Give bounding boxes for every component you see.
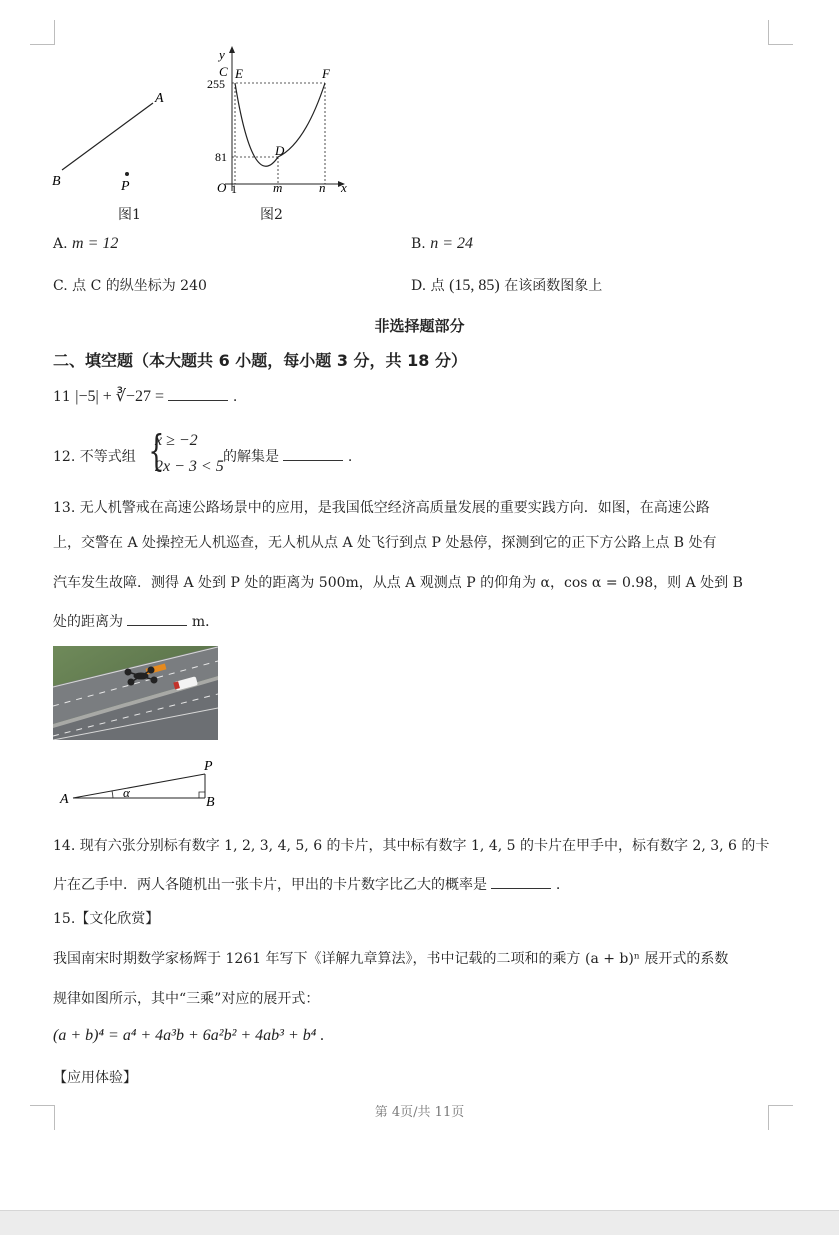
q12-answer-blank[interactable]: [283, 446, 343, 461]
q12-text-after: 的解集是: [223, 449, 279, 465]
q11-math: |−5| + ∛−27 =: [75, 388, 164, 405]
q15-subtitle: 【应用体验】: [53, 1070, 137, 1086]
q13-line-4: [53, 611, 219, 631]
fig2-tick-m: m: [273, 180, 283, 195]
option-a: [53, 235, 118, 253]
option-b-prefix: B.: [411, 236, 426, 252]
q15-line-1: 我国南宋时期数学家杨辉于 1261 年写下《详解九章算法》，书中记载的二项和的乘方 (a + b)ⁿ 展开式的系数: [53, 951, 729, 967]
segment-ab: [62, 103, 153, 170]
triangle-figure: [55, 755, 225, 815]
question-11: [53, 386, 237, 406]
fig2-value-255: 255: [207, 77, 225, 91]
fig1-label-a: A: [155, 91, 164, 106]
q15-title: 15.【文化欣赏】: [53, 911, 160, 927]
option-c: C. 点 C 的纵坐标为 240: [53, 278, 207, 294]
q12-inequality-1: x ≥ −2: [155, 432, 198, 449]
q15-line-2: 规律如图所示，其中“三乘”对应的展开式：: [53, 991, 320, 1007]
tri-label-p: P: [204, 759, 213, 774]
question-12: [53, 446, 136, 466]
tri-side-ap: [73, 774, 205, 798]
page-footer: 第 4页/共 11页: [374, 1105, 465, 1120]
figure-2: [205, 44, 360, 202]
q14-line-2-before: 片在乙手中．两人各随机出一张卡片，甲出的卡片数字比乙大的概率是: [53, 877, 487, 893]
y-axis-arrow: [229, 46, 235, 53]
fig2-point-c: C: [219, 64, 228, 79]
q11-answer-blank[interactable]: [168, 386, 228, 401]
q13-line-4-before: 处的距离为: [53, 614, 123, 630]
q12-tail: [223, 446, 352, 466]
fig2-axis-x: x: [341, 180, 347, 195]
q12-end: .: [347, 449, 353, 465]
tri-label-a: A: [60, 792, 69, 807]
figure-1-caption: 图1: [118, 207, 141, 223]
section-title: 非选择题部分: [374, 317, 465, 335]
q15-formula: (a + b)⁴ = a⁴ + 4a³b + 6a²b² + 4ab³ + b⁴ .: [53, 1027, 325, 1044]
fig2-tick-n: n: [319, 180, 326, 195]
crop-mark-top-right: [768, 20, 793, 45]
q12-number: 12.: [53, 449, 76, 465]
q13-line-4-after: m．: [191, 614, 220, 630]
q13-line-3: 汽车发生故障．测得 A 处到 P 处的距离为 500m，从点 A 观测点 P 的仰角为 α，cos α = 0.98，则 A 处到 B: [53, 575, 743, 591]
fig2-point-d: D: [275, 143, 285, 158]
q13-answer-blank[interactable]: [127, 611, 187, 626]
highway-drone-photo: [53, 646, 218, 740]
option-a-math: m = 12: [72, 235, 119, 252]
q13-line-1: 13. 无人机警戒在高速公路场景中的应用，是我国低空经济高质量发展的重要实践方向．如图，在高速公路: [53, 500, 710, 516]
parabola-curve-right: [278, 83, 325, 157]
option-d-suffix: 在该函数图象上: [504, 278, 603, 294]
option-b: [411, 235, 473, 253]
fig2-tick-1: 1: [231, 182, 237, 196]
fig2-value-81: 81: [215, 150, 227, 164]
point-p-dot: [125, 172, 129, 176]
fig1-label-b: B: [52, 174, 61, 189]
option-d-math: (15, 85): [449, 277, 500, 294]
q11-number: 11: [53, 389, 71, 405]
option-a-prefix: A.: [53, 236, 68, 252]
figure-2-caption: 图2: [260, 207, 283, 223]
option-d-prefix: D. 点: [411, 278, 445, 294]
q12-brace: {: [148, 426, 165, 475]
q12-inequality-2: 2x − 3 < 5: [155, 458, 224, 475]
fig2-axis-y: y: [219, 47, 225, 62]
q14-answer-blank[interactable]: [491, 874, 551, 889]
viewer-bottom-bar: [0, 1210, 839, 1235]
section-heading: 二、填空题（本大题共 6 小题，每小题 3 分，共 18 分）: [53, 351, 467, 370]
q14-line-1: 14. 现有六张分别标有数字 1, 2, 3, 4, 5, 6 的卡片，其中标有数字 1, 4, 5 的卡片在甲手中，标有数字 2, 3, 6 的卡: [53, 838, 770, 854]
tri-label-alpha: α: [123, 785, 130, 800]
parabola-curve: [235, 83, 278, 166]
tri-right-angle-mark: [199, 792, 205, 798]
fig2-point-f: F: [322, 66, 330, 81]
crop-mark-top-left: [30, 20, 55, 45]
option-b-math: n = 24: [430, 235, 473, 252]
option-d: [411, 275, 602, 295]
fig2-origin: O: [217, 180, 227, 195]
tri-angle-arc: [112, 791, 113, 798]
q12-text-before: 不等式组: [79, 449, 136, 465]
fig1-label-p: P: [121, 179, 130, 194]
fig2-point-e: E: [235, 66, 243, 81]
q11-end: .: [232, 389, 238, 405]
figure-1: [45, 80, 185, 200]
q14-line-2-after: .: [555, 877, 561, 893]
q13-line-2: 上，交警在 A 处操控无人机巡查，无人机从点 A 处飞行到点 P 处悬停，探测到它的正下方公路上点 B 处有: [53, 535, 717, 551]
tri-label-b: B: [206, 795, 215, 810]
q14-line-2: [53, 874, 560, 894]
